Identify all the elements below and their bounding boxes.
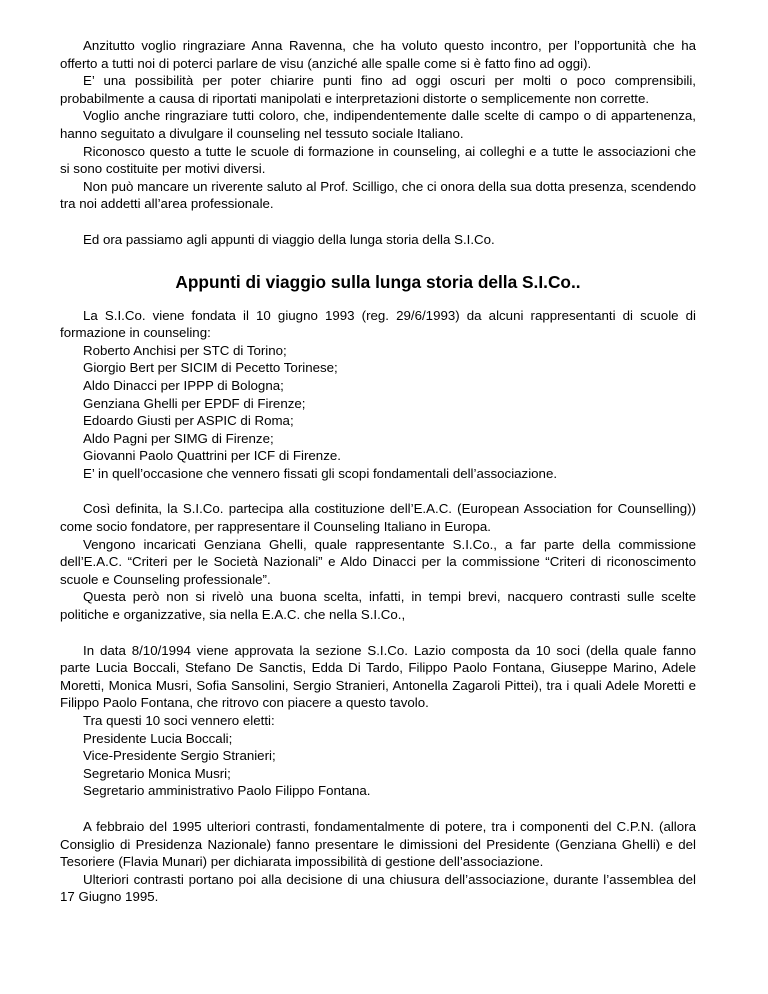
founder-item: Genziana Ghelli per EPDF di Firenze;: [83, 395, 306, 411]
intro-section: [60, 37, 696, 249]
lazio-section: [60, 642, 696, 800]
spacer: [60, 213, 696, 231]
spacer: [60, 624, 696, 642]
intro-closing: Ed ora passiamo agli appunti di viaggio della lunga storia della S.I.Co.: [83, 231, 495, 247]
elected-item: Segretario amministrativo Paolo Filippo Fontana.: [83, 783, 371, 799]
founder-item: Edoardo Giusti per ASPIC di Roma;: [83, 413, 294, 429]
founder-item: Giorgio Bert per SICIM di Pecetto Torinese;: [83, 360, 338, 376]
document-page: [60, 37, 696, 906]
lazio-lead: In data 8/10/1994 viene approvata la sezione S.I.Co. Lazio composta da 10 soci (della quale fanno parte Lucia Boccali, Stefano De Sanctis, Edda Di Tardo, Filippo Paolo Fontana, Giuseppe Marino, Adele Moretti, Monica Musri, Sofia Sansolini, Sergio Stranieri, Antonella Zagaroli Pittei), tra i quali Adele Moretti e Filippo Paolo Fontana, che ritrovo con piacere a questo tavolo.: [60, 642, 696, 711]
founding-lead: La S.I.Co. viene fondata il 10 giugno 1993 (reg. 29/6/1993) da alcuni rappresentanti di scuole di formazione in counseling:: [60, 307, 696, 341]
elected-intro: Tra questi 10 soci vennero eletti:: [83, 713, 275, 728]
elected-item: Vice-Presidente Sergio Stranieri;: [83, 748, 276, 764]
founder-item: Aldo Pagni per SIMG di Firenze;: [83, 430, 274, 446]
founder-item: Giovanni Paolo Quattrini per ICF di Firenze.: [83, 448, 341, 464]
founder-item: Aldo Dinacci per IPPP di Bologna;: [83, 377, 284, 393]
intro-paragraph: Voglio anche ringraziare tutti coloro, che, indipendentemente dalle scelte di campo o di appartenenza, hanno seguitato a divulgare il counseling nel tessuto sociale Italiano.: [60, 108, 696, 141]
founding-section: [60, 307, 696, 483]
founding-tail: E’ in quell’occasione che vennero fissati gli scopi fondamentali dell’associazione.: [83, 465, 558, 481]
eac-paragraph: Così definita, la S.I.Co. partecipa alla costituzione dell’E.A.C. (European Association for Counselling)) come socio fondatore, per rappresentare il Counseling Italiano in Europa.: [60, 501, 696, 535]
intro-paragraph: E’ una possibilità per poter chiarire punti fino ad oggi oscuri per molti o poco comprensibili, probabilmente a causa di riportati manipolati e interpretazioni distorte o semplicemente non corrette.: [60, 73, 696, 106]
eac-section: [60, 500, 696, 623]
intro-paragraph: Anzitutto voglio ringraziare Anna Ravenna, che ha voluto questo incontro, per l’opportunità che ha offerto a tutti noi di poterci parlare de visu (anziché alle spalle come si è fatto fino ad oggi).: [60, 38, 696, 71]
eac-paragraph: Vengono incaricati Genziana Ghelli, quale rappresentante S.I.Co., a far parte della commissione dell’E.A.C. “Criteri per le Società Nazionali” e Aldo Dinacci per la commissione “Criteri di riconoscimento scuole e Counseling professionale”.: [60, 536, 696, 587]
spacer: [60, 482, 696, 500]
section-heading: Appunti di viaggio sulla lunga storia della S.I.Co..: [175, 271, 581, 292]
elected-item: Presidente Lucia Boccali;: [83, 730, 233, 746]
spacer: [60, 800, 696, 818]
founder-item: Roberto Anchisi per STC di Torino;: [83, 342, 287, 358]
intro-paragraph: Non può mancare un riverente saluto al Prof. Scilligo, che ci onora della sua dotta presenza, scendendo tra noi addetti all’area professionale.: [60, 178, 696, 212]
crisis-section: [60, 818, 696, 906]
eac-paragraph: Questa però non si rivelò una buona scelta, infatti, in tempi brevi, nacquero contrasti sulle scelte politiche e organizzative, sia nella E.A.C. che nella S.I.Co.,: [60, 589, 696, 623]
intro-paragraph: Riconosco questo a tutte le scuole di formazione in counseling, ai colleghi e a tutte le associazioni che si sono costituite per motivi diversi.: [60, 143, 696, 177]
crisis-paragraph: A febbraio del 1995 ulteriori contrasti, fondamentalmente di potere, tra i componenti del C.P.N. (allora Consiglio di Presidenza Nazionale) fanno presentare le dimissioni del Presidente (Genziana Ghelli) e del Tesoriere (Flavia Munari) per dichiarata impossibilità di gestione dell’associazione.: [60, 818, 696, 870]
elected-item: Segretario Monica Musri;: [83, 765, 231, 781]
crisis-paragraph: Ulteriori contrasti portano poi alla decisione di una chiusura dell’associazione, durante l’assemblea del 17 Giugno 1995.: [60, 871, 696, 905]
